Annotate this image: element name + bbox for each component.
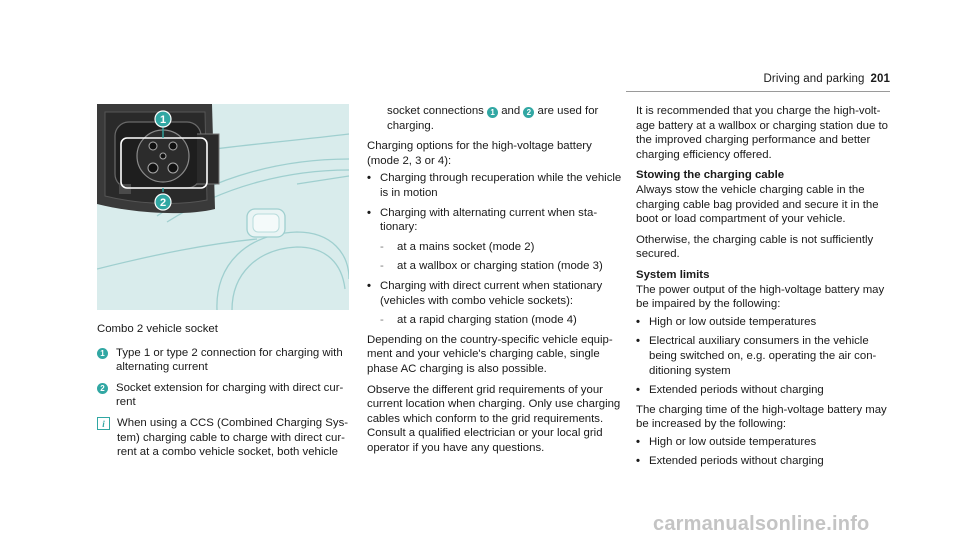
- charging-options-intro: Charging options for the high-voltage battery (mode 2, 3 or 4):: [367, 140, 592, 167]
- inline-callout-1: 1: [487, 107, 498, 118]
- column-left: [97, 322, 352, 460]
- vehicle-socket-drawing: [97, 104, 349, 310]
- bullet-item: • Charging through recuperation while the vehicle is in motion: [367, 172, 622, 199]
- sub-item: - at a rapid charging station (mode 4): [380, 314, 577, 327]
- column-right: [636, 104, 892, 474]
- legend-item-1: [97, 346, 352, 375]
- bullet-item: • Electrical auxiliary consumers in the vehicle being switched on, e.g. operating the air conditioning system: [636, 335, 877, 377]
- svg-text:i: i: [102, 418, 105, 429]
- callout-badge-2: 2: [97, 383, 108, 394]
- info-note: [97, 416, 352, 460]
- legend-text-1: Type 1 or type 2 connection for charging with alternating current: [116, 346, 343, 374]
- heading-stowing: Stowing the charging cable: [636, 169, 785, 182]
- sub-item: - at a wallbox or charging station (mode 3): [380, 260, 603, 273]
- column-middle: [367, 104, 622, 461]
- paragraph: The charging time of the high-voltage battery may be increased by the following:: [636, 403, 887, 431]
- paragraph: Observe the different grid requirements of your current location when charging. Only use charging cables which conform to the grid requirements. Consult a qualified electrician or your local grid operator if you have any questions.: [367, 383, 621, 454]
- sub-item: - at a mains socket (mode 2): [380, 240, 535, 253]
- page-number: 201: [870, 73, 890, 85]
- bullet-item: • Extended periods without charging: [636, 384, 824, 397]
- legend-text-2: Socket extension for charging with direct current: [116, 381, 344, 409]
- paragraph: The power output of the high-voltage battery may be impaired by the following:: [636, 283, 885, 311]
- header-divider: [626, 91, 890, 92]
- info-icon: [97, 417, 110, 430]
- paragraph: Always stow the vehicle charging cable in the charging cable bag provided and secure it in the boot or load compartment of your vehicle.: [636, 183, 879, 226]
- note-text: When using a CCS (Combined Charging System) charging cable to charge with direct current at a combo vehicle socket, both vehicle: [117, 416, 349, 459]
- bullet-item: • High or low outside temperatures: [636, 315, 817, 328]
- section-title: Driving and parking: [763, 73, 865, 85]
- callout-1-label: 1: [159, 114, 167, 126]
- bullet-item: • Extended periods without charging: [636, 455, 824, 468]
- combo-socket-illustration: [97, 104, 349, 310]
- paragraph: Otherwise, the charging cable is not sufficiently secured.: [636, 233, 874, 261]
- inline-callout-2: 2: [523, 107, 534, 118]
- figure-caption: Combo 2 vehicle socket: [97, 323, 218, 335]
- legend-item-2: [97, 381, 352, 410]
- callout-2-label: 2: [159, 197, 167, 209]
- heading-system-limits: System limits: [636, 268, 710, 281]
- page-header: [764, 73, 890, 85]
- bullet-item: • Charging with direct current when stationary (vehicles with combo vehicle sockets):: [367, 279, 603, 307]
- callout-badge-1: 1: [97, 348, 108, 359]
- paragraph: Depending on the country-specific vehicle equipment and your vehicle's charging cable, single phase AC charging is also possible.: [367, 333, 613, 375]
- watermark: carmanualsonline.info: [653, 513, 870, 535]
- paragraph: It is recommended that you charge the high-voltage battery at a wallbox or charging station due to the improved charging performance and better charging efficiency offered.: [636, 105, 889, 161]
- bullet-item: • High or low outside temperatures: [636, 435, 817, 448]
- continued-text: socket connections 1 and 2 are used for charging.: [387, 105, 599, 132]
- bullet-item: • Charging with alternating current when stationary:: [367, 206, 598, 234]
